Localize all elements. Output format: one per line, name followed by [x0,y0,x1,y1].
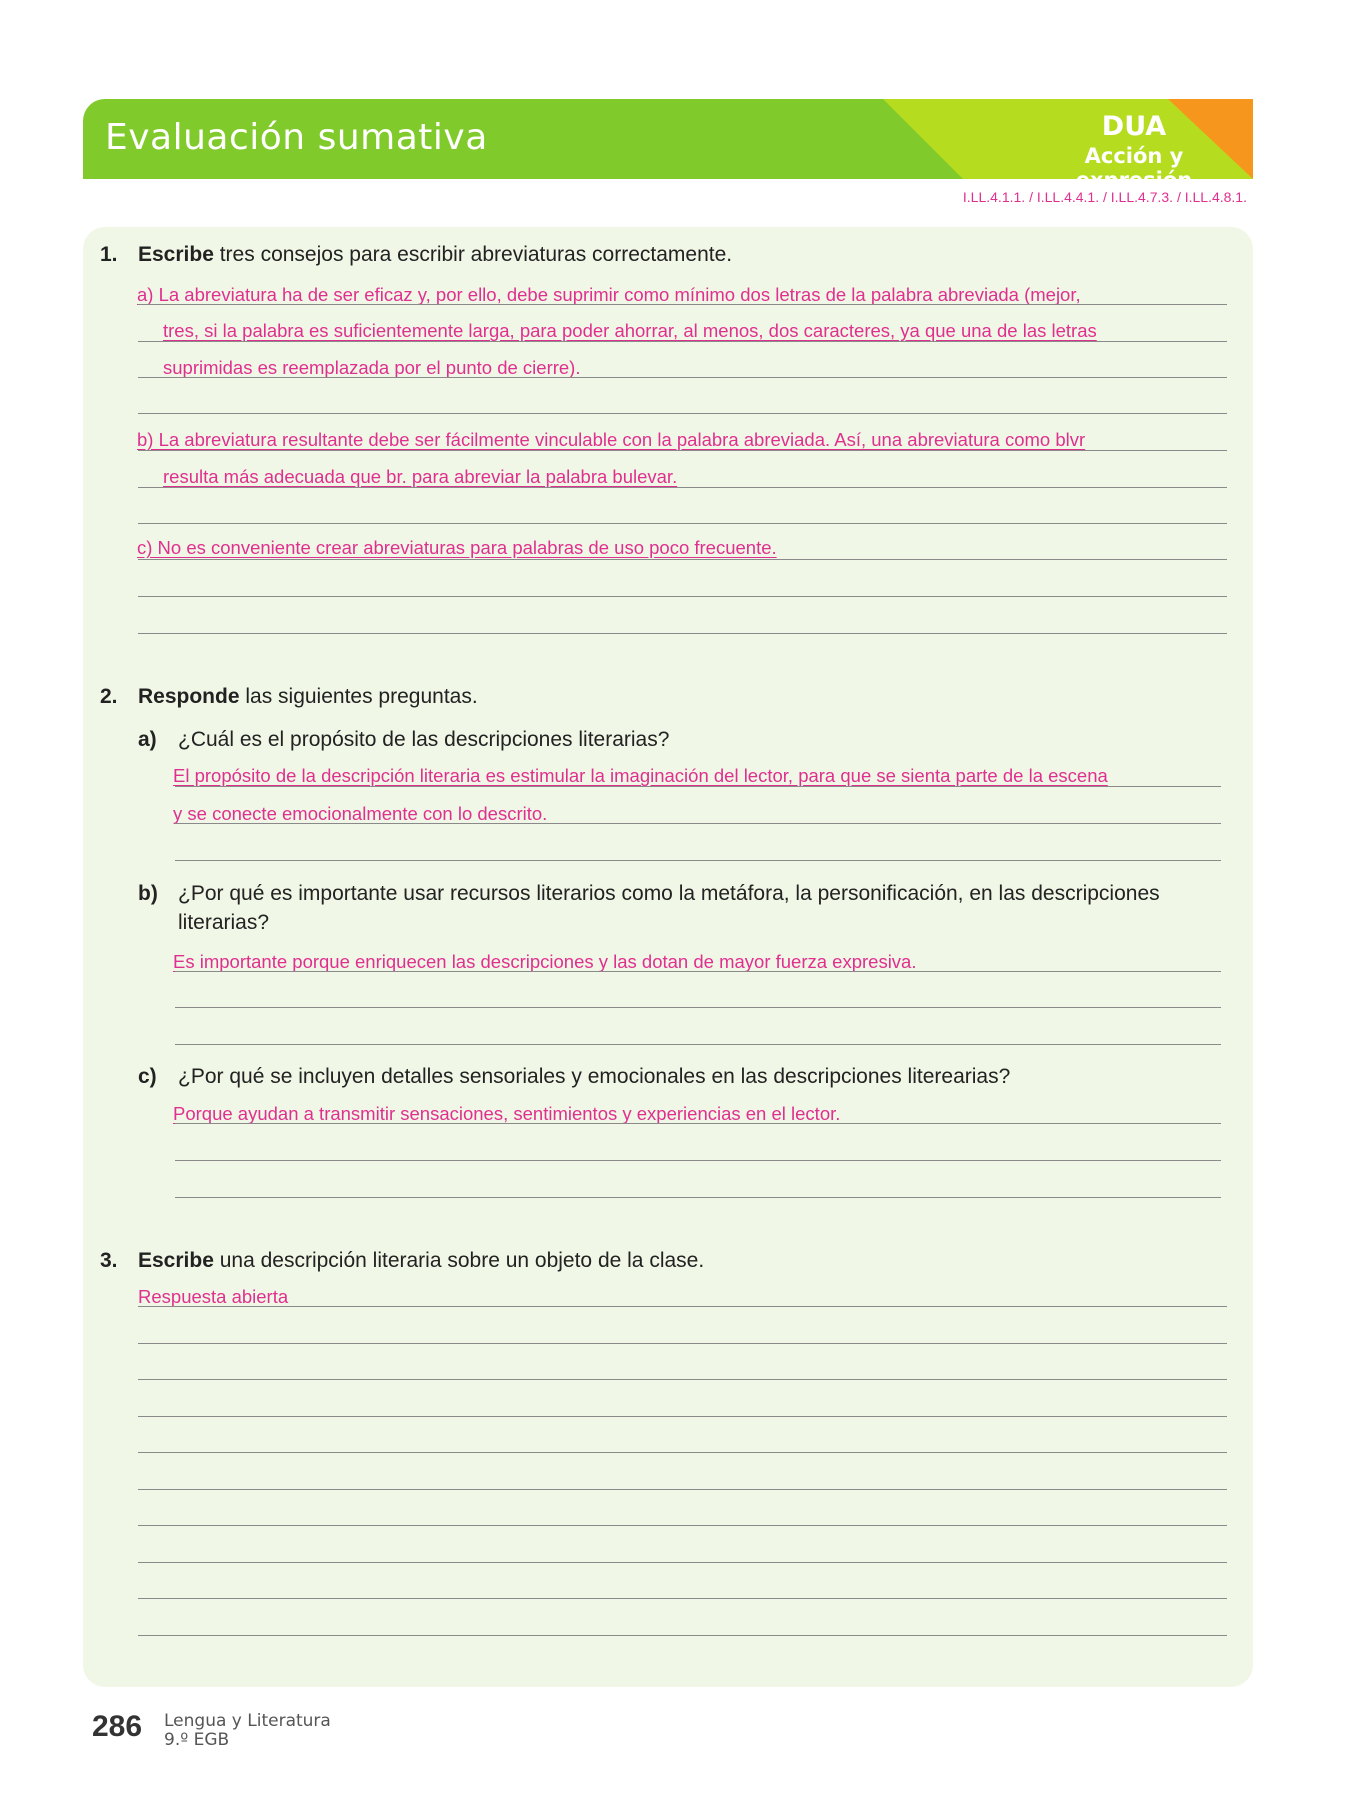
writing-line [138,1635,1227,1636]
answer-line: b) La abreviatura resultante debe ser fácilmente vinculable con la palabra abreviada. Así, una abreviatura como blvr [137,429,1086,450]
writing-line [175,786,1221,787]
writing-line [138,341,1227,342]
writing-line [138,377,1227,378]
answer-line: resulta más adecuada que br. para abreviar la palabra bulevar. [163,466,678,487]
subquestion-letter: c) [138,1065,157,1088]
indicator-codes: I.LL.4.1.1. / I.LL.4.4.1. / I.LL.4.7.3. / I.LL.4.8.1. [962,189,1247,205]
subquestion-b [138,882,1160,906]
writing-line [175,860,1221,861]
subquestion-text: ¿Cuál es el propósito de las descripciones literarias? [178,728,670,751]
page-number: 286 [92,1710,143,1743]
writing-line [138,1306,1227,1307]
answer-line: a) La abreviatura ha de ser eficaz y, por ello, debe suprimir como mínimo dos letras de la palabra abreviada (mejor, [137,284,1081,305]
writing-line [175,823,1221,824]
subquestion-text: ¿Por qué es importante usar recursos literarios como la metáfora, la personificación, en las descripciones [178,882,1160,905]
writing-line [138,413,1227,414]
question-text: tres consejos para escribir abreviaturas correctamente. [213,243,733,266]
question-keyword: Escribe [138,243,214,266]
grade-level: 9.º EGB [164,1730,230,1750]
subquestion-a [138,728,669,752]
question-text: las siguientes preguntas. [239,685,478,708]
writing-line [175,971,1221,972]
answer-line: Es importante porque enriquecen las descripciones y las dotan de mayor fuerza expresiva. [173,951,917,972]
answer-line: suprimidas es reemplazada por el punto de cierre). [163,357,581,378]
writing-line [138,1598,1227,1599]
question-text: una descripción literaria sobre un objeto de la clase. [213,1249,705,1272]
question-number: 2. [100,685,118,708]
writing-line [138,1343,1227,1344]
writing-line [175,1197,1221,1198]
writing-line [138,1416,1227,1417]
writing-line [138,487,1227,488]
writing-line [175,1007,1221,1008]
answer-line: Porque ayudan a transmitir sensaciones, sentimientos y experiencias en el lector. [173,1103,841,1124]
writing-line [138,633,1227,634]
writing-line [138,1452,1227,1453]
question-2 [100,685,478,709]
question-keyword: Responde [138,685,240,708]
section-title: Evaluación sumativa [105,117,488,158]
writing-line [138,596,1227,597]
writing-line [138,1379,1227,1380]
subquestion-c [138,1065,1010,1089]
question-3 [100,1249,704,1273]
writing-line [138,1525,1227,1526]
writing-line [138,450,1227,451]
writing-line [175,1044,1221,1045]
subquestion-letter: a) [138,728,157,751]
writing-line [138,304,1227,305]
answer-line: tres, si la palabra es suficientemente larga, para poder ahorrar, al menos, dos caracteres, ya que una de las letras [163,320,1097,341]
writing-line [175,1160,1221,1161]
answer-line: Respuesta abierta [138,1286,289,1307]
writing-line [138,1489,1227,1490]
section-header [83,99,1253,192]
dua-subtitle: Acción y expresión [1075,144,1193,192]
dua-title: DUA [1101,111,1167,142]
writing-line [175,1123,1221,1124]
answer-line: El propósito de la descripción literaria es estimular la imaginación del lector, para que se sienta parte de la escena [173,765,1108,786]
question-1 [100,243,732,267]
answer-line: y se conecte emocionalmente con lo descrito. [173,803,548,824]
subject-name: Lengua y Literatura [164,1711,331,1731]
subquestion-text-continued: literarias? [178,911,270,934]
writing-line [138,1562,1227,1563]
subquestion-letter: b) [138,882,158,905]
question-number: 1. [100,243,118,266]
question-number: 3. [100,1249,118,1272]
writing-line [138,559,1227,560]
writing-line [138,523,1227,524]
footer-subject [164,1712,331,1750]
answer-line: c) No es conveniente crear abreviaturas para palabras de uso poco frecuente. [137,537,777,558]
question-keyword: Escribe [138,1249,214,1272]
subquestion-text: ¿Por qué se incluyen detalles sensoriales y emocionales en las descripciones literearias? [178,1065,1011,1088]
